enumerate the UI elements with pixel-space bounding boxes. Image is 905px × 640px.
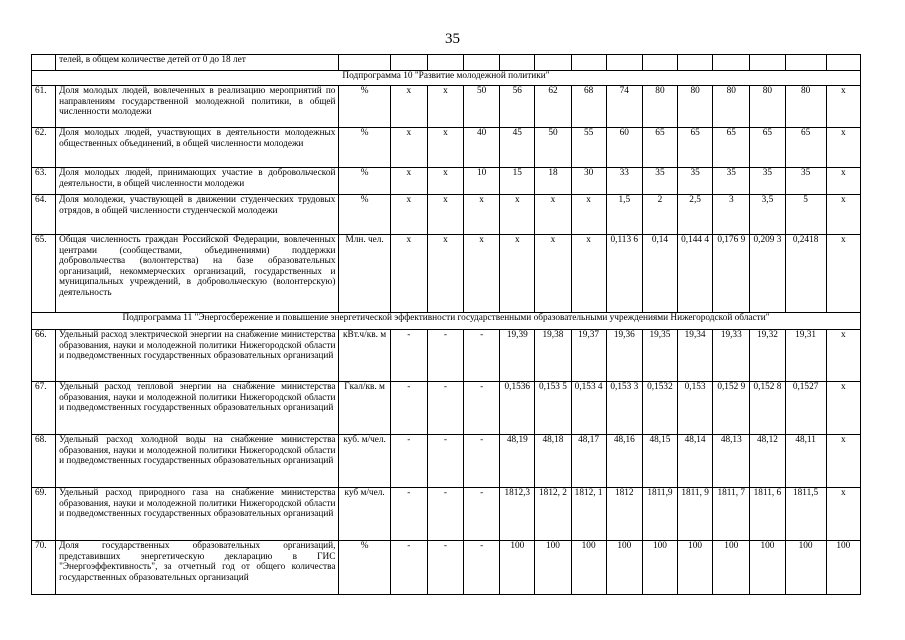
- value-cell: 68: [571, 86, 606, 128]
- value-cell: 100: [750, 541, 785, 595]
- value-cell: 1811,9: [642, 488, 677, 541]
- value-cell: 48,18: [535, 435, 571, 488]
- value-cell: 1811, 7: [713, 488, 750, 541]
- row-number: 66.: [32, 330, 56, 382]
- value-cell: 0,209 3: [750, 235, 785, 313]
- value-cell: 19,37: [571, 330, 606, 382]
- row-number: 65.: [32, 235, 56, 313]
- value-cell: -: [390, 330, 427, 382]
- value-cell: х: [571, 235, 606, 313]
- value-cell: х: [464, 235, 500, 313]
- value-cell: 48,14: [678, 435, 713, 488]
- table-row: [32, 55, 861, 71]
- value-cell: [390, 55, 427, 71]
- value-cell: 80: [678, 86, 713, 128]
- table-row: [32, 128, 861, 168]
- indicator-name: Доля государственных образовательных организаций, представивших энергетическую декларацию в ГИС "Энергоэффективность", за отчетный год от общего количества государственных образовательных организаций: [56, 541, 339, 595]
- value-cell: [571, 55, 606, 71]
- value-cell: 48,19: [500, 435, 535, 488]
- value-cell: 0,176 9: [713, 235, 750, 313]
- value-cell: -: [427, 330, 463, 382]
- indicators-table: [31, 54, 861, 595]
- value-cell: 80: [642, 86, 677, 128]
- value-cell: 10: [464, 168, 500, 195]
- value-cell: [606, 55, 642, 71]
- unit-cell: куб м/чел.: [339, 488, 390, 541]
- subprogram-header-row: [32, 71, 861, 86]
- value-cell: 3: [713, 195, 750, 235]
- value-cell: -: [390, 435, 427, 488]
- value-cell: х: [571, 195, 606, 235]
- unit-cell: кВт.ч/кв. м: [339, 330, 390, 382]
- value-cell: [427, 55, 463, 71]
- value-cell: -: [464, 541, 500, 595]
- value-cell: 2,5: [678, 195, 713, 235]
- value-cell: х: [826, 235, 860, 313]
- value-cell: [535, 55, 571, 71]
- value-cell: 19,31: [785, 330, 826, 382]
- value-cell: х: [427, 86, 463, 128]
- table-row: [32, 330, 861, 382]
- subprogram-header-row: [32, 313, 861, 330]
- row-number: 61.: [32, 86, 56, 128]
- value-cell: 48,12: [750, 435, 785, 488]
- subprogram-title: Подпрограмма 10 "Развитие молодежной политики": [32, 71, 861, 86]
- value-cell: 1811,5: [785, 488, 826, 541]
- value-cell: [642, 55, 677, 71]
- value-cell: 40: [464, 128, 500, 168]
- value-cell: 80: [750, 86, 785, 128]
- value-cell: х: [826, 168, 860, 195]
- value-cell: 0,113 6: [606, 235, 642, 313]
- row-number: 68.: [32, 435, 56, 488]
- value-cell: х: [390, 86, 427, 128]
- unit-cell: Гкал/кв. м: [339, 382, 390, 435]
- value-cell: 74: [606, 86, 642, 128]
- value-cell: х: [427, 128, 463, 168]
- value-cell: х: [500, 235, 535, 313]
- value-cell: х: [826, 128, 860, 168]
- value-cell: 0,1536: [500, 382, 535, 435]
- subprogram-title: Подпрограмма 11 "Энергосбережение и повышение энергетической эффективности государственными образовательными учреждениями Нижегородской области": [32, 313, 861, 330]
- value-cell: 2: [642, 195, 677, 235]
- value-cell: 19,39: [500, 330, 535, 382]
- value-cell: 48,16: [606, 435, 642, 488]
- row-number: 70.: [32, 541, 56, 595]
- value-cell: х: [826, 382, 860, 435]
- value-cell: 65: [713, 128, 750, 168]
- value-cell: [339, 55, 390, 71]
- value-cell: [678, 55, 713, 71]
- value-cell: -: [427, 382, 463, 435]
- indicator-name: телей, в общем количестве детей от 0 до 18 лет: [56, 55, 339, 71]
- value-cell: 1811, 6: [750, 488, 785, 541]
- table-row: [32, 86, 861, 128]
- value-cell: 5: [785, 195, 826, 235]
- value-cell: 48,17: [571, 435, 606, 488]
- value-cell: 50: [464, 86, 500, 128]
- value-cell: -: [390, 488, 427, 541]
- value-cell: х: [826, 330, 860, 382]
- table-row: [32, 382, 861, 435]
- value-cell: х: [535, 195, 571, 235]
- value-cell: 100: [535, 541, 571, 595]
- table-row: [32, 541, 861, 595]
- table-row: [32, 168, 861, 195]
- value-cell: 19,35: [642, 330, 677, 382]
- value-cell: 0,152 9: [713, 382, 750, 435]
- indicator-name: Доля молодых людей, вовлеченных в реализацию мероприятий по направлениям государственной молодежной политики, в общей численности молодежи: [56, 86, 339, 128]
- row-number: 63.: [32, 168, 56, 195]
- unit-cell: %: [339, 128, 390, 168]
- value-cell: -: [464, 330, 500, 382]
- value-cell: -: [427, 541, 463, 595]
- value-cell: 100: [785, 541, 826, 595]
- value-cell: 35: [642, 168, 677, 195]
- row-number: 64.: [32, 195, 56, 235]
- row-number: 62.: [32, 128, 56, 168]
- value-cell: 100: [606, 541, 642, 595]
- value-cell: х: [390, 235, 427, 313]
- table-row: [32, 235, 861, 313]
- value-cell: х: [535, 235, 571, 313]
- table-row: [32, 488, 861, 541]
- value-cell: 0,1527: [785, 382, 826, 435]
- unit-cell: %: [339, 195, 390, 235]
- value-cell: х: [427, 168, 463, 195]
- indicator-name: Доля молодых людей, принимающих участие в добровольческой деятельности, в общей численности молодежи: [56, 168, 339, 195]
- value-cell: х: [500, 195, 535, 235]
- indicator-name: Доля молодежи, участвующей в движении студенческих трудовых отрядов, в общей численности студенческой молодежи: [56, 195, 339, 235]
- row-number: 67.: [32, 382, 56, 435]
- row-number: 69.: [32, 488, 56, 541]
- value-cell: 100: [678, 541, 713, 595]
- unit-cell: Млн. чел.: [339, 235, 390, 313]
- value-cell: 19,33: [713, 330, 750, 382]
- value-cell: 55: [571, 128, 606, 168]
- value-cell: -: [464, 382, 500, 435]
- value-cell: 33: [606, 168, 642, 195]
- table-row: [32, 195, 861, 235]
- unit-cell: куб. м/чел.: [339, 435, 390, 488]
- value-cell: 35: [785, 168, 826, 195]
- value-cell: 1,5: [606, 195, 642, 235]
- value-cell: 0,144 4: [678, 235, 713, 313]
- value-cell: 1812: [606, 488, 642, 541]
- value-cell: -: [427, 488, 463, 541]
- value-cell: 35: [713, 168, 750, 195]
- value-cell: -: [464, 435, 500, 488]
- indicator-name: Удельный расход электрической энергии на снабжение министерства образования, науки и молодежной политики Нижегородской области и подведомственных государственных образовательных организаций: [56, 330, 339, 382]
- value-cell: 80: [785, 86, 826, 128]
- value-cell: 1812, 2: [535, 488, 571, 541]
- indicator-name: Доля молодых людей, участвующих в деятельности молодежных общественных объединений, в общей численности молодежи: [56, 128, 339, 168]
- value-cell: 0,153: [678, 382, 713, 435]
- value-cell: 15: [500, 168, 535, 195]
- value-cell: 30: [571, 168, 606, 195]
- value-cell: 18: [535, 168, 571, 195]
- value-cell: [826, 55, 860, 71]
- value-cell: х: [427, 235, 463, 313]
- value-cell: -: [464, 488, 500, 541]
- indicator-name: Удельный расход природного газа на снабжение министерства образования, науки и молодежной политики Нижегородской области и подведомственных государственных образовательных организаций: [56, 488, 339, 541]
- value-cell: х: [390, 168, 427, 195]
- value-cell: х: [464, 195, 500, 235]
- value-cell: 100: [642, 541, 677, 595]
- value-cell: -: [390, 541, 427, 595]
- value-cell: [464, 55, 500, 71]
- value-cell: [500, 55, 535, 71]
- value-cell: х: [826, 86, 860, 128]
- value-cell: 48,15: [642, 435, 677, 488]
- value-cell: 48,13: [713, 435, 750, 488]
- value-cell: 1812, 1: [571, 488, 606, 541]
- value-cell: 65: [678, 128, 713, 168]
- row-number: [32, 55, 56, 71]
- unit-cell: %: [339, 168, 390, 195]
- value-cell: 3,5: [750, 195, 785, 235]
- value-cell: 0,14: [642, 235, 677, 313]
- value-cell: 0,153 3: [606, 382, 642, 435]
- value-cell: 100: [713, 541, 750, 595]
- value-cell: 1812,3: [500, 488, 535, 541]
- value-cell: 0,2418: [785, 235, 826, 313]
- value-cell: 35: [678, 168, 713, 195]
- value-cell: 1811, 9: [678, 488, 713, 541]
- value-cell: 65: [785, 128, 826, 168]
- value-cell: 19,34: [678, 330, 713, 382]
- value-cell: 19,32: [750, 330, 785, 382]
- unit-cell: %: [339, 86, 390, 128]
- value-cell: [713, 55, 750, 71]
- value-cell: х: [427, 195, 463, 235]
- indicator-name: Удельный расход холодной воды на снабжение министерства образования, науки и молодежной политики Нижегородской области и подведомственных государственных образовательных организаций: [56, 435, 339, 488]
- value-cell: 45: [500, 128, 535, 168]
- value-cell: 60: [606, 128, 642, 168]
- value-cell: 62: [535, 86, 571, 128]
- value-cell: 100: [500, 541, 535, 595]
- value-cell: 50: [535, 128, 571, 168]
- value-cell: 0,153 4: [571, 382, 606, 435]
- page-number: 35: [445, 31, 460, 47]
- value-cell: 19,36: [606, 330, 642, 382]
- value-cell: [750, 55, 785, 71]
- indicator-name: Удельный расход тепловой энергии на снабжение министерства образования, науки и молодежной политики Нижегородской области и подведомственных государственных образовательных организаций: [56, 382, 339, 435]
- value-cell: х: [826, 435, 860, 488]
- value-cell: -: [390, 382, 427, 435]
- value-cell: х: [390, 128, 427, 168]
- value-cell: 100: [571, 541, 606, 595]
- value-cell: -: [427, 435, 463, 488]
- indicator-name: Общая численность граждан Российской Федерации, вовлеченных центрами (сообществами, объединениями) поддержки добровольчества (волонтерства) на базе образовательных организаций, некоммерческих организаций, государственных и муниципальных учреждений, в добровольческую (волонтерскую) деятельность: [56, 235, 339, 313]
- value-cell: 0,152 8: [750, 382, 785, 435]
- value-cell: 80: [713, 86, 750, 128]
- value-cell: 100: [826, 541, 860, 595]
- value-cell: 65: [642, 128, 677, 168]
- value-cell: 35: [750, 168, 785, 195]
- value-cell: 56: [500, 86, 535, 128]
- value-cell: х: [826, 488, 860, 541]
- table-row: [32, 435, 861, 488]
- unit-cell: %: [339, 541, 390, 595]
- value-cell: 19,38: [535, 330, 571, 382]
- value-cell: х: [826, 195, 860, 235]
- value-cell: 0,153 5: [535, 382, 571, 435]
- value-cell: 65: [750, 128, 785, 168]
- value-cell: [785, 55, 826, 71]
- value-cell: х: [390, 195, 427, 235]
- value-cell: 48,11: [785, 435, 826, 488]
- value-cell: 0,1532: [642, 382, 677, 435]
